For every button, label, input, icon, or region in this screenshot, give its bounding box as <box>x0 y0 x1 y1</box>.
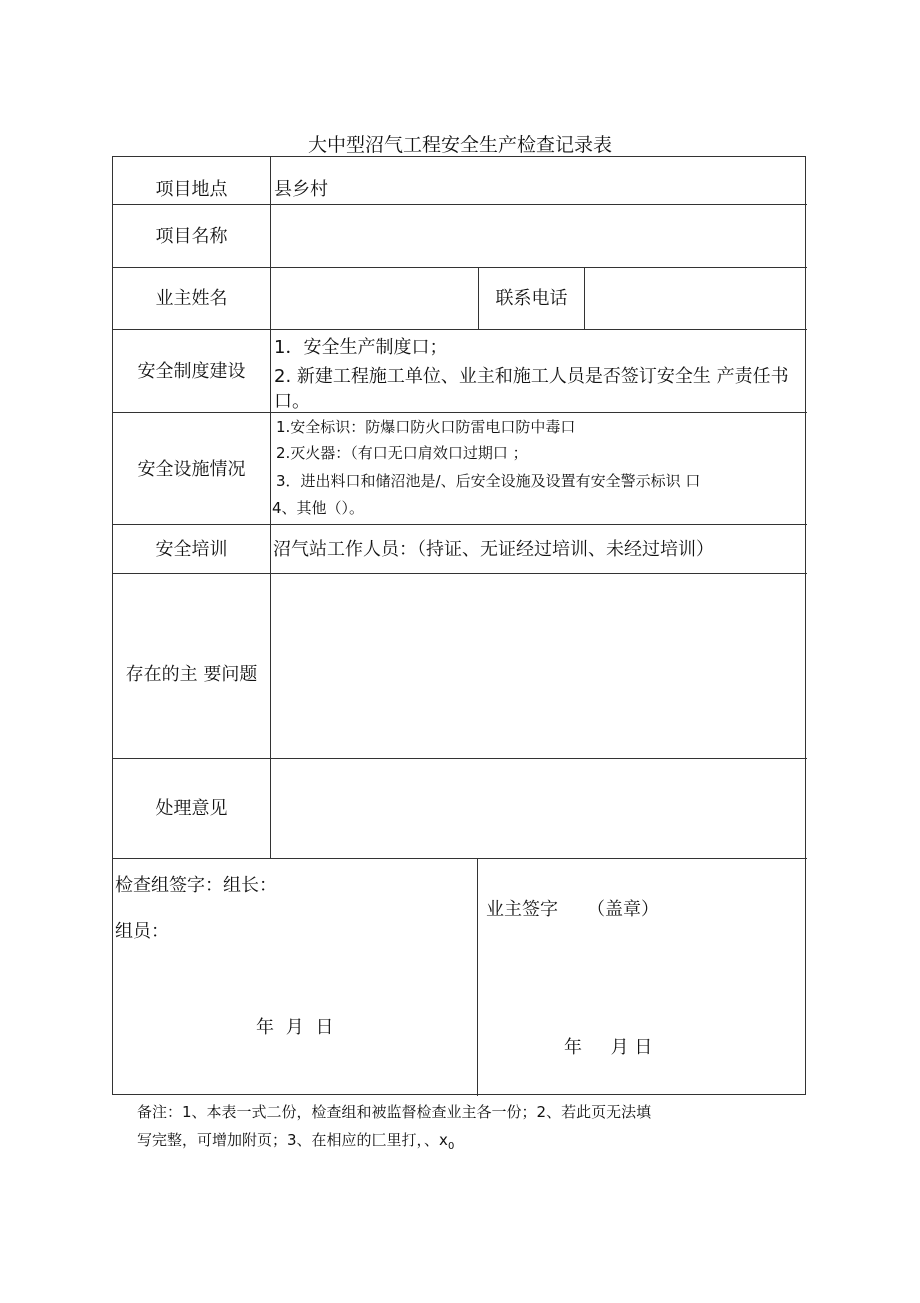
footnote-line-2 <box>137 1126 757 1161</box>
project-name-field[interactable] <box>275 226 800 250</box>
safety-system-item-2: 2. 新建工程施工单位、业主和施工人员是否签订安全生 产责任书口。 <box>274 366 789 412</box>
opinion-label: 处理意见 <box>155 798 228 819</box>
safety-facilities-item-4: 4、其他（）。 <box>272 499 365 517</box>
safety-facilities-item-1: 1.安全标识：防爆口防火口防雷电口防中毒口 <box>276 418 576 436</box>
owner-signature[interactable]: 业主签字 <box>486 899 558 920</box>
safety-facilities-label: 安全设施情况 <box>137 459 246 480</box>
row-divider <box>113 204 807 205</box>
left-date: 年 月 日 <box>256 1017 334 1038</box>
safety-facilities-item-2: 2.灭火器：（有口无口肩效口过期口 ； <box>276 444 528 462</box>
footnote-subscript: 0 <box>447 1141 455 1152</box>
training-value: 沼气站工作人员：（持证、无证经过培训、未经过培训） <box>273 539 714 560</box>
row-divider <box>113 524 807 525</box>
form-title: 大中型沼气工程安全生产检查记录表 <box>307 134 612 156</box>
row-divider <box>113 329 807 330</box>
row-divider <box>113 858 807 859</box>
problems-label: 存在的主 要问题 <box>125 664 258 685</box>
seal-label: （盖章） <box>587 899 659 920</box>
project-name-label: 项目名称 <box>155 226 228 247</box>
phone-value-divider <box>584 267 585 329</box>
safety-facilities-item-3: 3．进出料口和储沼池是/、后安全设施及设置有安全警示标识 口 <box>276 472 701 490</box>
safety-system-item-1: 1．安全生产制度口； <box>274 337 448 358</box>
signature-divider <box>477 858 478 1096</box>
label-column-divider <box>270 157 271 858</box>
phone-label: 联系电话 <box>495 288 568 309</box>
owner-name-label: 业主姓名 <box>155 288 228 309</box>
problems-field[interactable] <box>275 581 800 751</box>
footnote <box>137 1098 757 1161</box>
row-divider <box>113 573 807 574</box>
owner-name-field[interactable] <box>275 288 473 312</box>
row-divider <box>113 758 807 759</box>
inspection-group-signature[interactable]: 检查组签字：组长： <box>115 875 277 896</box>
members-signature[interactable]: 组员： <box>115 921 169 942</box>
location-label: 项目地点 <box>155 179 228 200</box>
footnote-line-2-text: 写完整，可增加附页；3、在相应的匚里打，、x <box>137 1131 448 1149</box>
right-date: 年 月 日 <box>564 1037 653 1058</box>
safety-system-label: 安全制度建设 <box>137 361 246 382</box>
row-divider <box>113 267 807 268</box>
location-value[interactable]: 县乡村 <box>274 179 328 200</box>
inspection-form-table <box>112 156 806 1095</box>
footnote-line-1: 备注：1、本表一式二份，检查组和被监督检查业主各一份；2、若此页无法填 <box>137 1103 652 1121</box>
opinion-field[interactable] <box>275 767 800 851</box>
phone-field[interactable] <box>589 288 801 312</box>
training-label: 安全培训 <box>155 539 228 560</box>
